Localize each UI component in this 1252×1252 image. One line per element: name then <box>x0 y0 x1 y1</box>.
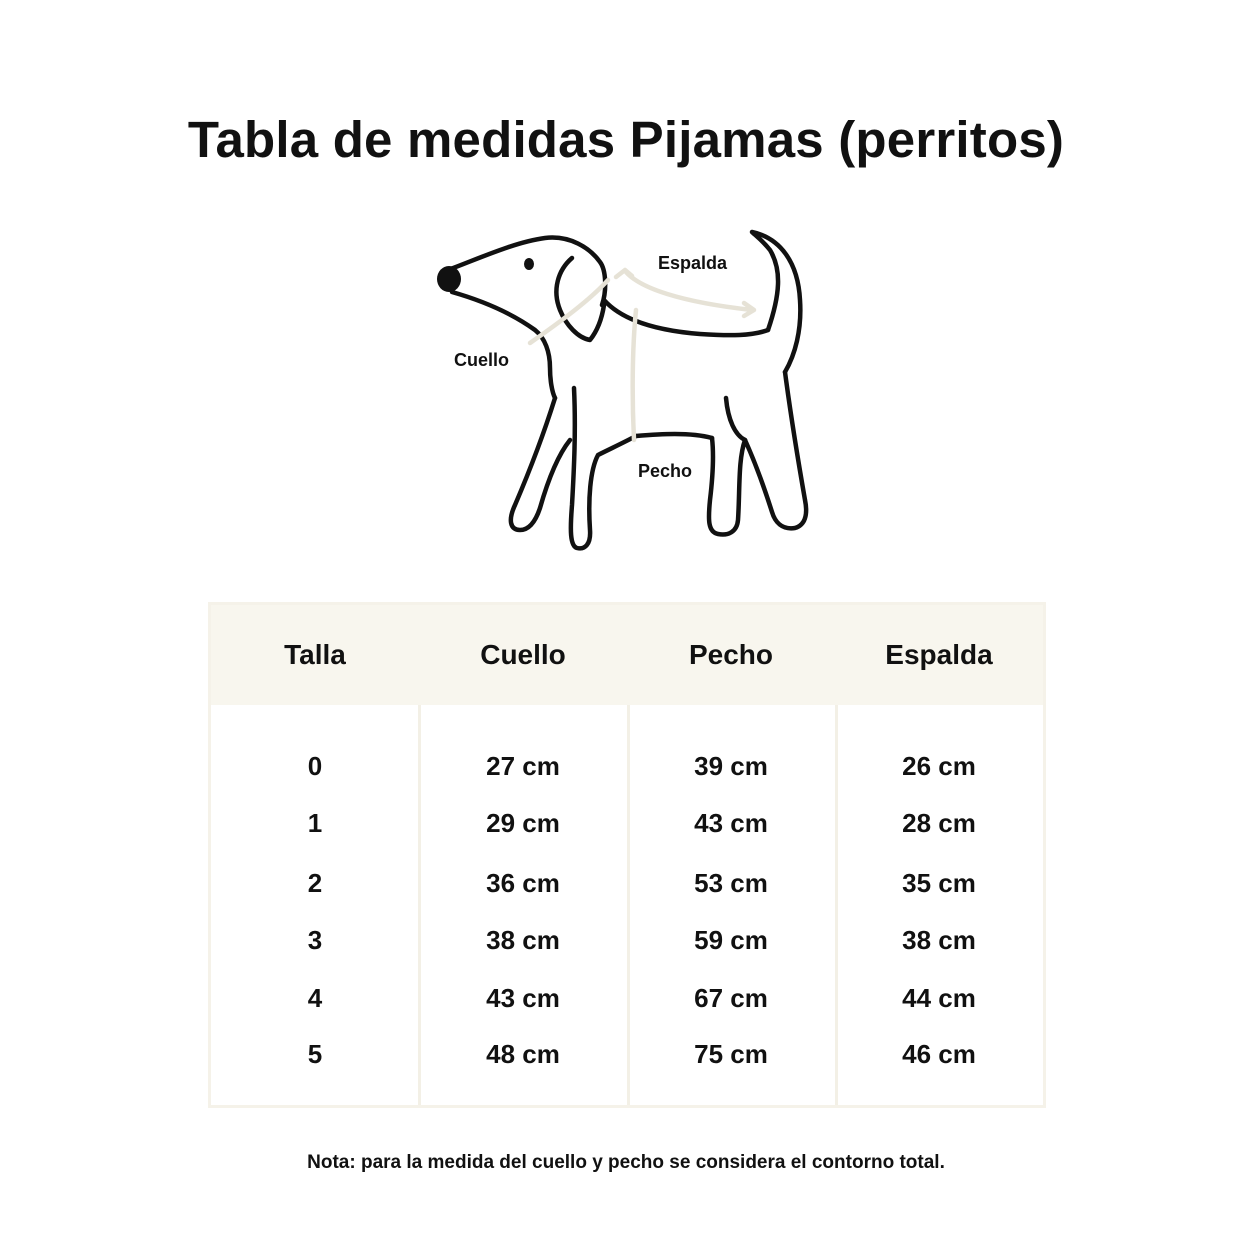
chest-cell: 75 cm <box>694 1039 768 1069</box>
size-cell: 0 <box>307 751 323 781</box>
chest-cell: 59 cm <box>694 925 768 955</box>
neck-cell: 48 cm <box>486 1039 560 1069</box>
size-cell: 5 <box>307 1039 323 1069</box>
neck-cell: 38 cm <box>486 925 560 955</box>
size-cell: 1 <box>307 808 323 838</box>
footnote: Nota: para la medida del cuello y pecho se considera el contorno total. <box>307 1152 945 1173</box>
chest-cell: 67 cm <box>694 983 768 1013</box>
back-measure-label: Espalda <box>658 253 728 273</box>
size-cell: 2 <box>307 868 323 898</box>
neck-cell: 43 cm <box>486 983 560 1013</box>
header-back: Espalda <box>885 639 993 670</box>
header-chest: Pecho <box>688 639 774 670</box>
table-row <box>211 978 1043 1018</box>
table-row <box>211 863 1043 903</box>
dog-outline-icon <box>420 220 820 565</box>
size-cell: 3 <box>307 925 323 955</box>
size-table <box>208 602 1046 1108</box>
back-cell: 44 cm <box>902 983 976 1013</box>
back-cell: 26 cm <box>902 751 976 781</box>
back-cell: 46 cm <box>902 1039 976 1069</box>
chest-cell: 53 cm <box>694 868 768 898</box>
neck-cell: 36 cm <box>486 868 560 898</box>
back-cell: 38 cm <box>902 925 976 955</box>
back-cell: 28 cm <box>902 808 976 838</box>
chest-cell: 43 cm <box>694 808 768 838</box>
table-row <box>211 1034 1043 1074</box>
neck-cell: 27 cm <box>486 751 560 781</box>
neck-cell: 29 cm <box>486 808 560 838</box>
header-neck: Cuello <box>480 639 566 670</box>
size-cell: 4 <box>307 983 323 1013</box>
page-title: Tabla de medidas Pijamas (perritos) <box>187 111 1065 168</box>
back-cell: 35 cm <box>902 868 976 898</box>
chest-cell: 39 cm <box>694 751 768 781</box>
table-row <box>211 746 1043 786</box>
header-size: Talla <box>284 639 346 670</box>
table-row <box>211 920 1043 960</box>
dog-illustration <box>420 220 820 565</box>
table-row <box>211 803 1043 843</box>
chest-measure-label: Pecho <box>638 461 693 481</box>
table-header <box>211 605 1043 705</box>
neck-measure-label: Cuello <box>454 350 510 370</box>
